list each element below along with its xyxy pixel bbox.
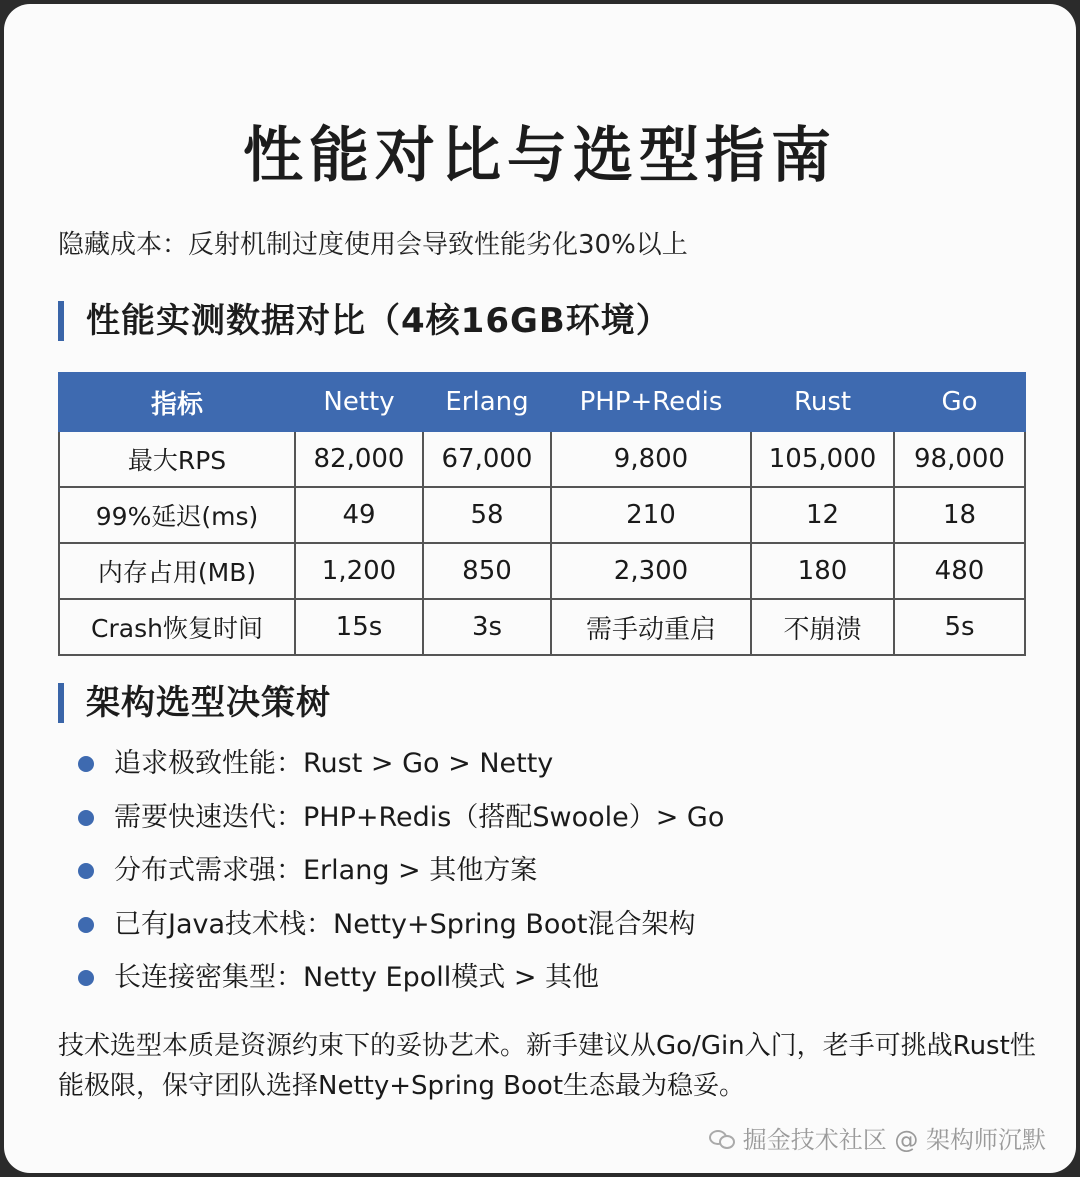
guide-card bbox=[4, 4, 1076, 1173]
conclusion-paragraph: 技术选型本质是资源约束下的妥协艺术。新手建议从Go/Gin入门，老手可挑战Rust性能极限，保守团队选择Netty+Spring Boot生态最为稳妥。 bbox=[58, 1031, 1036, 1101]
column-header: Rust bbox=[751, 373, 894, 431]
wechat-icon bbox=[709, 1128, 735, 1148]
bullet-icon bbox=[78, 756, 94, 772]
list-item-text: 已有Java技术栈：Netty+Spring Boot混合架构 bbox=[114, 908, 696, 940]
column-header: Erlang bbox=[423, 373, 551, 431]
table-header-row bbox=[59, 373, 1025, 431]
table-cell: 480 bbox=[894, 543, 1025, 599]
table-cell: 58 bbox=[423, 487, 551, 543]
list-item bbox=[76, 903, 724, 957]
list-item-text: 分布式需求强：Erlang > 其他方案 bbox=[114, 855, 538, 886]
list-item-text: 追求极致性能：Rust > Go > Netty bbox=[114, 748, 554, 779]
column-header: Go bbox=[894, 373, 1025, 431]
row-label: 99%延迟(ms) bbox=[59, 487, 295, 543]
performance-table bbox=[58, 372, 1026, 656]
table-row bbox=[59, 487, 1025, 543]
section-heading-decision-tree: 架构选型决策树 bbox=[58, 683, 331, 723]
table-cell: 3s bbox=[423, 599, 551, 655]
watermark bbox=[709, 1120, 1046, 1155]
row-label: Crash恢复时间 bbox=[59, 599, 295, 655]
watermark-text: 掘金技术社区 @ 架构师沉默 bbox=[742, 1126, 1046, 1154]
list-item-text: 长连接密集型：Netty Epoll模式 > 其他 bbox=[114, 962, 600, 993]
table-cell: 18 bbox=[894, 487, 1025, 543]
bullet-icon bbox=[78, 863, 94, 879]
table-cell: 9,800 bbox=[551, 431, 751, 487]
table-cell: 67,000 bbox=[423, 431, 551, 487]
table-cell: 15s bbox=[295, 599, 423, 655]
table-cell: 需手动重启 bbox=[551, 599, 751, 655]
table-row bbox=[59, 431, 1025, 487]
hidden-cost-note: 隐藏成本：反射机制过度使用会导致性能劣化30%以上 bbox=[58, 230, 688, 260]
table-cell: 12 bbox=[751, 487, 894, 543]
table-cell: 210 bbox=[551, 487, 751, 543]
table-cell: 1,200 bbox=[295, 543, 423, 599]
table-cell: 180 bbox=[751, 543, 894, 599]
table-cell: 2,300 bbox=[551, 543, 751, 599]
table-cell: 49 bbox=[295, 487, 423, 543]
table-cell: 5s bbox=[894, 599, 1025, 655]
row-label: 最大RPS bbox=[59, 431, 295, 487]
column-header: 指标 bbox=[59, 373, 295, 431]
bullet-icon bbox=[78, 810, 94, 826]
table-cell: 82,000 bbox=[295, 431, 423, 487]
list-item bbox=[76, 796, 724, 850]
page-title: 性能对比与选型指南 bbox=[243, 121, 837, 191]
bullet-icon bbox=[78, 917, 94, 933]
section-heading-benchmark: 性能实测数据对比（4核16GB环境） bbox=[58, 301, 671, 341]
table-cell: 105,000 bbox=[751, 431, 894, 487]
decision-list bbox=[76, 742, 724, 1010]
list-item bbox=[76, 742, 724, 796]
table-cell: 98,000 bbox=[894, 431, 1025, 487]
column-header: PHP+Redis bbox=[551, 373, 751, 431]
list-item bbox=[76, 956, 724, 1010]
row-label: 内存占用(MB) bbox=[59, 543, 295, 599]
list-item-text: 需要快速迭代：PHP+Redis（搭配Swoole）> Go bbox=[114, 801, 725, 833]
table-cell: 不崩溃 bbox=[751, 599, 894, 655]
list-item bbox=[76, 849, 724, 903]
bullet-icon bbox=[78, 970, 94, 986]
table-cell: 850 bbox=[423, 543, 551, 599]
column-header: Netty bbox=[295, 373, 423, 431]
table-row bbox=[59, 543, 1025, 599]
table-row bbox=[59, 599, 1025, 655]
